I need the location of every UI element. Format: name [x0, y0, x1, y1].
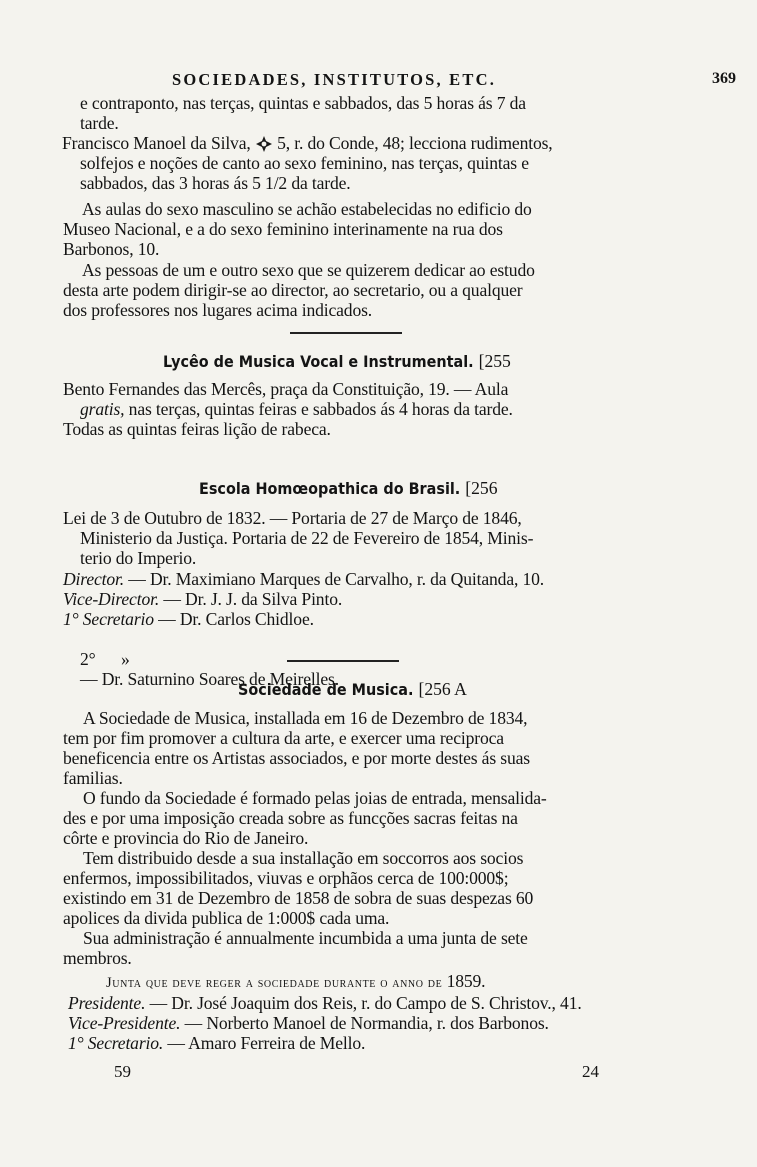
- text-line: Museo Nacional, e a do sexo feminino interinamente na rua dos: [63, 219, 503, 239]
- text-line: Bento Fernandes das Mercês, praça da Constituição, 19. — Aula: [63, 379, 509, 399]
- heading-text: Sociedade de Musica.: [238, 680, 414, 699]
- text-line: solfejos e noções de canto ao sexo feminino, nas terças, quintas e: [80, 153, 529, 173]
- junta-year: 1859.: [446, 971, 486, 991]
- text-line: sabbados, das 3 horas ás 5 1/2 da tarde.: [80, 173, 351, 193]
- footer-signature-right: 24: [582, 1062, 599, 1081]
- text-line: enfermos, impossibilitados, viuvas e orphãos cerca de 100:000$;: [63, 868, 509, 888]
- section-reference: [255: [478, 351, 511, 371]
- staff-name: — Dr. J. J. da Silva Pinto.: [163, 589, 343, 609]
- section-reference: [256 A: [418, 679, 467, 699]
- member-name: — Amaro Ferreira de Mello.: [167, 1033, 366, 1053]
- staff-line: [63, 569, 544, 589]
- text-line: tarde.: [80, 113, 119, 133]
- italic-text: gratis,: [80, 399, 125, 419]
- role-label: Presidente.: [68, 993, 146, 1013]
- staff-line: [63, 609, 314, 629]
- role-label: 1° Secretario: [63, 609, 154, 629]
- footer-signature-left: 59: [114, 1062, 131, 1081]
- junta-heading: [106, 971, 485, 993]
- text-line: existindo em 31 de Dezembro de 1858 de sobra de suas despezas 60: [63, 888, 534, 908]
- text-span: Francisco Manoel da Silva,: [62, 133, 251, 153]
- section-heading-lyceo: [163, 351, 511, 372]
- text-line: familias.: [63, 768, 123, 788]
- role-label: 2° »: [80, 649, 130, 669]
- text-line: Ministerio da Justiça. Portaria de 22 de Fevereiro de 1854, Minis-: [80, 528, 534, 548]
- heading-text: Escola Homœopathica do Brasil.: [199, 479, 461, 498]
- text-line: Tem distribuido desde a sua installação em soccorros aos socios: [83, 848, 524, 868]
- member-line: [68, 1013, 549, 1033]
- heading-text: Lycêo de Musica Vocal e Instrumental.: [163, 352, 474, 371]
- section-divider: [290, 332, 402, 334]
- text-line: desta arte podem dirigir-se ao director, ao secretario, ou a qualquer: [63, 280, 523, 300]
- text-line: beneficencia entre os Artistas associados, e por morte destes ás suas: [63, 748, 530, 768]
- text-line: e contraponto, nas terças, quintas e sabbados, das 5 horas ás 7 da: [80, 93, 526, 113]
- staff-name: — Dr. Carlos Chidloe.: [158, 609, 314, 629]
- section-heading-escola: [199, 478, 498, 499]
- running-title: SOCIEDADES, INSTITUTOS, ETC.: [172, 70, 497, 89]
- text-line: dos professores nos lugares acima indicados.: [63, 300, 373, 320]
- text-line: tem por fim promover a cultura da arte, e exercer uma reciproca: [63, 728, 504, 748]
- text-line: des e por uma imposição creada sobre as funcções sacras feitas na: [63, 808, 518, 828]
- member-line: [68, 1033, 365, 1053]
- text-line: A Sociedade de Musica, installada em 16 de Dezembro de 1834,: [83, 708, 528, 728]
- text-line: Sua administração é annualmente incumbida a uma junta de sete: [83, 928, 528, 948]
- text-line: apolices da divida publica de 1:000$ cada uma.: [63, 908, 390, 928]
- text-line: Lei de 3 de Outubro de 1832. — Portaria de 27 de Março de 1846,: [63, 508, 522, 528]
- role-label: Director.: [63, 569, 125, 589]
- text-span: 5, r. do Conde, 48; lecciona rudimentos,: [277, 133, 553, 153]
- role-label: Vice-Director.: [63, 589, 160, 609]
- text-line: [80, 399, 513, 419]
- member-line: [68, 993, 582, 1013]
- junta-heading-text: Junta que deve reger a sociedade durante o anno de: [106, 975, 443, 991]
- text-line: Barbonos, 10.: [63, 239, 160, 259]
- text-line: terio do Imperio.: [80, 548, 197, 568]
- section-divider: [287, 660, 399, 662]
- text-line: membros.: [63, 948, 132, 968]
- text-span: nas terças, quintas feiras e sabbados ás 4 horas da tarde.: [128, 399, 513, 419]
- page-number: 369: [712, 70, 736, 87]
- member-name: — Dr. José Joaquim dos Reis, r. do Campo de S. Christov., 41.: [149, 993, 582, 1013]
- text-line: As aulas do sexo masculino se achão estabelecidas no edificio do: [82, 199, 532, 219]
- staff-line: [63, 589, 342, 609]
- staff-name: — Dr. Saturnino Soares de Meirelles.: [80, 669, 339, 689]
- section-reference: [256: [465, 478, 498, 498]
- member-name: — Norberto Manoel de Normandia, r. dos Barbonos.: [184, 1013, 549, 1033]
- text-line: O fundo da Sociedade é formado pelas joias de entrada, mensalida-: [83, 788, 547, 808]
- section-heading-sociedade: [238, 679, 467, 700]
- text-line: côrte e provincia do Rio de Janeiro.: [63, 828, 309, 848]
- text-line: As pessoas de um e outro sexo que se quizerem dedicar ao estudo: [82, 260, 535, 280]
- role-label: Vice-Presidente.: [68, 1013, 181, 1033]
- role-label: 1° Secretario.: [68, 1033, 164, 1053]
- staff-name: — Dr. Maximiano Marques de Carvalho, r. da Quitanda, 10.: [128, 569, 545, 589]
- text-line: Todas as quintas feiras lição de rabeca.: [63, 419, 331, 439]
